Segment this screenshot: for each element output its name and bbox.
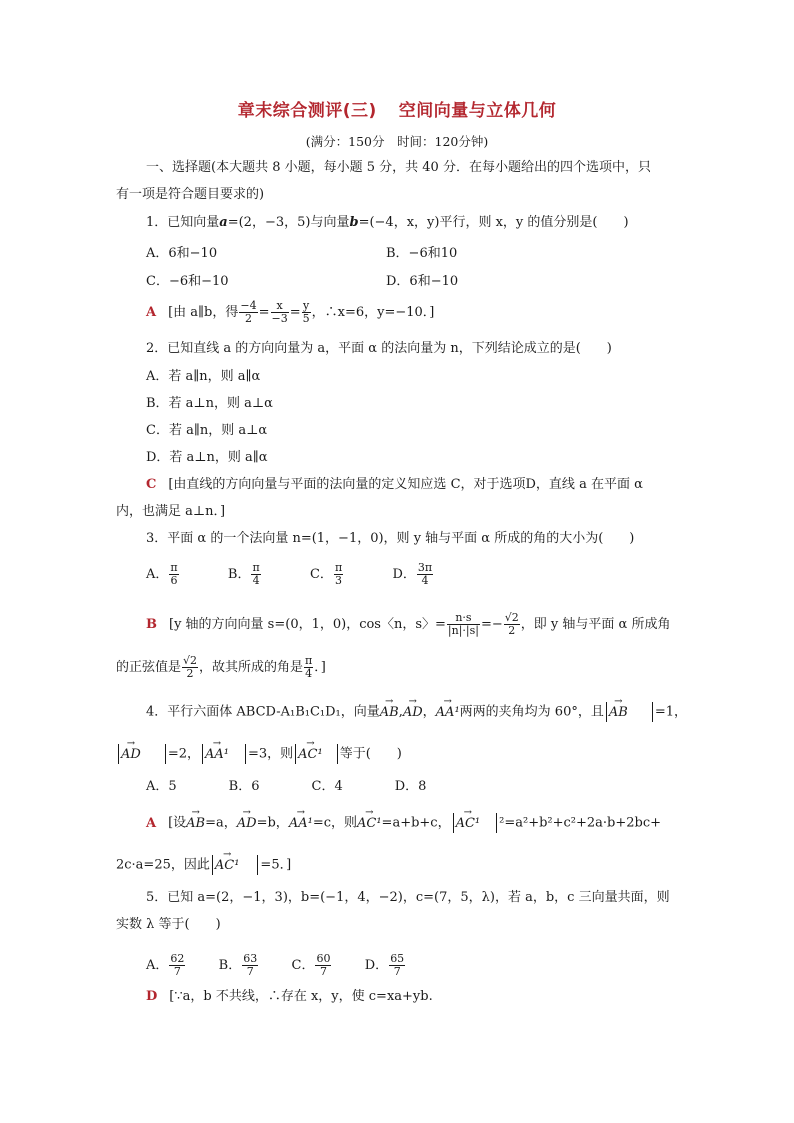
q3-solution-line2: 的正弦值是 $\frac{√2}{2}$ ，故其所成的角是 $\frac{\pi}{4}$ ．] <box>116 654 326 680</box>
q1-option-a: A．6和−10 <box>146 246 218 261</box>
q3-solution-line1: B [y 轴的方向向量 s=(0，1，0)，cos〈n，s〉= $\frac{n\cdot s}{|n|\cdot|s|}$ =− $\frac{√2}{2}$ ，即 y 轴与平面 α 所成角 <box>146 611 671 637</box>
q2-option-d: D．若 a⊥n，则 a∥α <box>146 450 268 465</box>
score-time-info: (满分：150分 时间：120分钟) <box>305 134 489 149</box>
q5-answer: D <box>146 989 158 1004</box>
q3-options: A． $\frac{\pi}{6}$ B． $\frac{\pi}{4}$ C． $\frac{\pi}{3}$ D． $\frac{3\pi}{4}$ <box>146 561 433 587</box>
page-title <box>0 96 794 121</box>
q3-answer: B <box>146 617 157 632</box>
q1-option-d: D．6和−10 <box>386 274 459 289</box>
q4-options: A．5 B．6 C．4 D．8 <box>146 779 427 794</box>
q1-option-b: B．−6和10 <box>386 246 458 261</box>
q5-solution: D [∵a，b 不共线，∴存在 x，y，使 c=xa+yb. <box>146 989 433 1004</box>
q2-option-b: B．若 a⊥n，则 a⊥α <box>146 396 273 411</box>
title-sub: 空间向量与立体几何 <box>398 101 557 121</box>
q2-option-c: C．若 a∥n，则 a⊥α <box>146 423 268 438</box>
q1-option-c: C．−6和−10 <box>146 274 229 289</box>
section-heading-line1: 一、选择题(本大题共 8 小题，每小题 5 分，共 40 分．在每小题给出的四个选项中，只 <box>146 160 651 175</box>
q2-answer: C <box>146 477 157 492</box>
q4-stem-line2: → AD =2，→ AA¹ =3，则→ AC¹ 等于( ) <box>116 744 402 764</box>
q4-stem-line1: 4．平行六面体 ABCD-A₁B₁C₁D₁，向量→ AB,→ AD，→ AA¹两两的夹角均为 60°，且→ AB =1， <box>146 702 687 722</box>
q2-stem: 2．已知直线 a 的方向向量为 a，平面 α 的法向量为 n，下列结论成立的是( ) <box>146 341 612 356</box>
q2-solution-line1: C [由直线的方向向量与平面的法向量的定义知应选 C，对于选项D，直线 a 在平面 α <box>146 477 643 492</box>
q1-answer: A <box>146 305 157 320</box>
q2-option-a: A．若 a∥n，则 a∥α <box>146 369 261 384</box>
q3-stem: 3．平面 α 的一个法向量 n=(1，−1，0)，则 y 轴与平面 α 所成的角的大小为( ) <box>146 531 635 546</box>
q4-solution-line1: A [设→ AB=a，→ AD=b，→ AA¹=c，则→ AC¹=a+b+c，→ AC¹ ²=a²+b²+c²+2a·b+2bc+ <box>146 813 661 833</box>
section-heading-line2: 有一项是符合题目要求的) <box>116 187 265 202</box>
q4-solution-line2: 2c·a=25，因此→ AC¹ =5．] <box>116 855 291 875</box>
q2-solution-line2: 内，也满足 a⊥n．] <box>116 504 226 519</box>
q5-stem-line1: 5．已知 a=(2，−1，3)，b=(−1，4，−2)，c=(7，5，λ)，若 a，b，c 三向量共面，则 <box>146 890 670 905</box>
title-main: 章末综合测评(三) <box>237 101 377 121</box>
q1-solution: A [由 a∥b，得 $\frac{-4}{2}$ = $\frac{x}{-3}$ = $\frac{y}{5}$ ，∴x=6，y=−10．] <box>146 299 435 325</box>
q5-stem-line2: 实数 λ 等于( ) <box>116 917 221 932</box>
q4-answer: A <box>146 815 157 831</box>
q5-options: A． $\frac{62}{7}$ B． $\frac{63}{7}$ C． $\frac{60}{7}$ D． $\frac{65}{7}$ <box>146 952 405 978</box>
q1-stem: 1．已知向量a=(2，−3，5)与向量b=(−4，x，y)平行，则 x，y 的值分别是( ) <box>146 215 629 230</box>
